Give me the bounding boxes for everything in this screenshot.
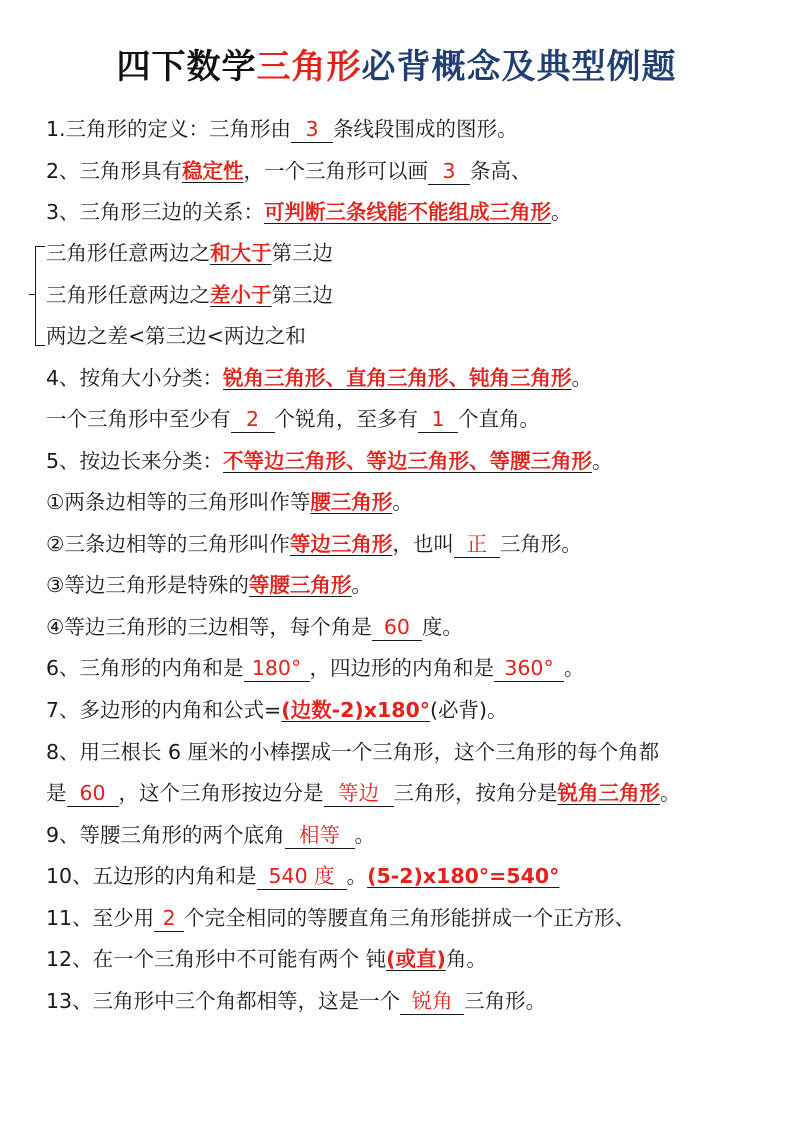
item-11-square: 11、至少用 2 个完全相同的等腰直角三角形能拼成一个正方形、 [46, 906, 636, 930]
answer-blank: 180° [244, 655, 310, 682]
rule-inequality: 两边之差<第三边<两边之和 [46, 324, 306, 348]
acute-right-count: 一个三角形中至少有 2 个锐角，至多有 1 个直角。 [46, 407, 540, 431]
answer-text: (或直) [386, 947, 446, 971]
answer-blank: 相等 [285, 822, 355, 849]
answer-text: (边数-2)x180° [281, 698, 431, 722]
item-13-equal-angles: 13、三角形中三个角都相等，这是一个 锐角 三角形。 [46, 989, 547, 1013]
item-7-polygon-formula: 7、多边形的内角和公式=(边数-2)x180°(必背)。 [46, 698, 508, 722]
answer-blank: 2 [154, 905, 184, 932]
answer-blank: 60 [372, 614, 422, 641]
bracket-tick [29, 294, 36, 295]
answer-blank: 2 [231, 406, 275, 433]
answer-text: 差小于 [210, 283, 272, 307]
answer-text: 等边三角形 [289, 532, 393, 556]
title-part-1: 四下数学 [116, 47, 257, 87]
item-1-definition: 1.三角形的定义：三角形由 3 条线段围成的图形。 [46, 117, 518, 141]
bracket-icon [35, 246, 45, 346]
item-12-obtuse: 12、在一个三角形中不可能有两个 钝(或直)角。 [46, 947, 487, 971]
item-5-by-side: 5、按边长来分类：不等边三角形、等边三角形、等腰三角形。 [46, 449, 613, 473]
answer-blank: 60 [67, 780, 119, 807]
answer-blank: 3 [291, 116, 333, 143]
item-6-angle-sum: 6、三角形的内角和是 180° ，四边形的内角和是 360° 。 [46, 656, 585, 680]
answer-text: 可判断三条线能不能组成三角形 [264, 200, 552, 224]
isosceles-definition: ①两条边相等的三角形叫作等腰三角形。 [46, 490, 413, 514]
answer-text: 等腰三角形 [248, 573, 352, 597]
answer-text: 腰三角形 [310, 490, 393, 514]
answer-blank: 正 [454, 531, 500, 558]
rule-sum-of-two-sides: 三角形任意两边之和大于第三边 [46, 241, 333, 265]
title-part-2: 三角形 [256, 47, 362, 87]
answer-text: (5-2)x180°=540° [367, 864, 560, 888]
item-8-question: 8、用三根长 6 厘米的小棒摆成一个三角形，这个三角形的每个角都 [46, 740, 660, 764]
item-4-by-angle: 4、按角大小分类：锐角三角形、直角三角形、钝角三角形。 [46, 366, 593, 390]
answer-blank: 等边 [324, 780, 394, 807]
answer-blank: 锐角 [400, 988, 464, 1015]
equilateral-definition: ②三条边相等的三角形叫作等边三角形，也叫 正 三角形。 [46, 532, 582, 556]
answer-text: 和大于 [210, 241, 272, 265]
answer-text: 不等边三角形、等边三角形、等腰三角形 [223, 449, 593, 473]
item-3-side-relation: 3、三角形三边的关系：可判断三条线能不能组成三角形。 [46, 200, 572, 224]
answer-text: 锐角三角形 [557, 781, 660, 805]
item-10-pentagon: 10、五边形的内角和是 540 度 。(5-2)x180°=540° [46, 864, 560, 888]
answer-text: 锐角三角形、直角三角形、钝角三角形 [223, 366, 572, 390]
item-8-answer: 是 60 ，这个三角形按边分是 等边 三角形，按角分是锐角三角形。 [46, 781, 681, 805]
page-title [0, 44, 793, 90]
item-9-base-angles: 9、等腰三角形的两个底角 相等 。 [46, 823, 376, 847]
answer-blank: 360° [494, 655, 564, 682]
rule-difference-of-two-sides: 三角形任意两边之差小于第三边 [46, 283, 333, 307]
title-part-3: 必背概念及典型例题 [361, 47, 677, 87]
equilateral-is-isosceles: ③等边三角形是特殊的等腰三角形。 [46, 573, 372, 597]
answer-text: 稳定性 [182, 159, 244, 183]
answer-blank: 3 [428, 158, 470, 185]
equilateral-angles: ④等边三角形的三边相等，每个角是 60 度。 [46, 615, 463, 639]
answer-blank: 1 [418, 406, 458, 433]
item-2-stability: 2、三角形具有稳定性，一个三角形可以画 3 条高、 [46, 159, 532, 183]
answer-blank: 540 度 [257, 863, 347, 890]
